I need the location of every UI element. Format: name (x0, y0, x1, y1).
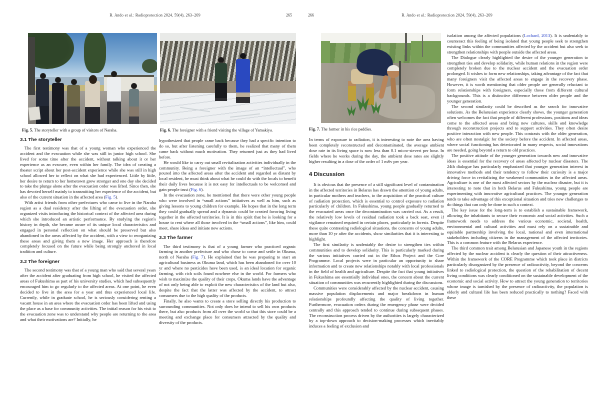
figure6-caption-text: The foreigner with a friend visiting the village of Yamakiya. (172, 128, 273, 133)
paragraph: Finally, he also wants to create a store selling directly his production to surrounding communities. Not only does he intend to sell his own products there, but also products from all over the world so that this store could be a meeting and exchange place for consumers attracted by the quality and diversity of the products. (159, 298, 296, 326)
paragraph (159, 160, 296, 193)
paragraph: The third common trait among Belarusian and Japanese youth in the regions affected by the nuclear accident is clearly the question of their attractiveness. Within the framework of the CORE Programme which took place in districts particularly disorganized by the presence of radioactivity, beyond the concerns linked to radiological protection, the question of the rehabilitation of decent living conditions was clearly conditioned on the sustainable development of the economic and social activity. How to attract the young generation to territories whose image is tarnished by the presence of radioactivity, the population is elderly and cultural life has been reduced practically to nothing? Faced with these (447, 245, 588, 300)
fig5-visitor-3 (67, 85, 80, 124)
paragraph: With artist friends from other prefectures who came to live in the Naraha region as a dual residency after the lifting of the evacuation order, she organized visits introducing the historical context of the affected area during which she introduced an artistic performance. By studying the region's history in depth, she became aware of its unique local characteristics and engaged in personal reflection on what should be preserved but also abandoned in the areas affected by the accident, with a view to reorganizing these areas and giving them a new image. Her approach is therefore completely focused on the future while being strongly anchored in local tradition and culture. (20, 200, 156, 255)
page-number: 265 (286, 13, 292, 18)
paragraph: In terms of exposure to radiation, it is interesting to note the area having been completely reconstructed and decontaminated, the average ambient dose rate in its living space is now less than 0.1 micro-sievert per hour. In fields where he works during the day, the ambient dose rates are slightly higher resulting in a dose of the order of 1 mSv per year. (309, 137, 444, 164)
citation-link-lochard-2013[interactable]: Lochard, 2013 (523, 33, 551, 38)
figure6-caption-label: Fig. 6. (160, 128, 172, 133)
paragraph-text: ). It is undeniably to counteract this feeling of being isolated that young people seek to strengthen existing links within the communities affected by the accident but also seek to strengthen relationships with people outside the affected areas. (447, 33, 588, 55)
paragraph-text: ). (201, 187, 204, 193)
page-265-header (18, 13, 292, 18)
figure7-caption (309, 127, 444, 132)
paragraph: It is obvious that the presence of a still significant level of contamination in the affected territories in Belarus has drawn the attention of young adults, in particular mothers and teachers, to the acquisition of the practical culture of radiation protection, which is essential to control exposure to radiation particularly of children. In Fukushima, young people gradually returned to the evacuated areas once the decontamination was carried out. As a result, the relatively low levels of residual radiation took a back seat, even if vigilance remained required in certain places, particularly in forests. Despite these quite contrasting radiological situations, the concerns of young adults, more than 10 yr after the accidents, show similarities that it is interesting to highlight. (309, 181, 444, 242)
paragraph: The second testimony was that of a young man who said that several years after the accident after graduating from high school, he visited the affected areas of Fukushima as part of his university studies, which had subsequently encouraged him to go regularly to the affected areas. At one point, he even decided to live in the area for a year and thus experienced local life. Currently, while in graduate school, he is seriously considering renting a vacant house in an area where the evacuation order has been lifted and using the place as a base for community activities. The initial reason for his visit to the evacuation zone was to understand why people are returning to the area and what their motivations are? Initially, he (20, 267, 156, 322)
fig6-river-band (160, 81, 296, 93)
figure6-caption (160, 128, 296, 133)
fig5-visitor-4 (85, 81, 100, 124)
figure7-reference-link[interactable]: Fig. 7 (192, 254, 204, 260)
paragraph: The positive attitude of the younger generation towards new and innovative ideas is essential for the recovery of areas affected by nuclear disasters. The 24th dialogue has particularly emphasized that younger generation interest in innovative methods and their tendency to follow their curiosity is a major driving force in revitalizing the weakened communities in the affected areas. Agriculture is one of the most affected sectors by the nuclear disaster, but it is interesting to note that in both Belarus and Fukushima, young people are experimenting with innovative agricultural practices. The younger generation tends to take advantage of this exceptional situation and tries new challenges to do things that can only be done in such a context. (447, 152, 588, 208)
page-266-column-2 (447, 33, 588, 300)
figure5-reference-link[interactable]: Fig. 5 (105, 194, 116, 200)
paragraph (447, 33, 588, 55)
page-number: 266 (308, 13, 314, 18)
paragraph-text: ). He explained that he was preparing to start an agricultural business as Okuma land, which has been abandoned for over 10 yr and where no pesticides have been used, is an ideal location for organic farming, with rich soils found nowhere else in the world. For farmers who wish to maximize the quality of their crops, Okuma lands have the advantage of not only being able to exploit the new characteristics of the land but also, despite the fact that the latter was affected by the accident, to attract consumers due to the high quality of the products. (159, 254, 296, 298)
running-head: R. Ando et al.: Radioprotection 2024, 59(4), 263–269 (401, 13, 493, 18)
paragraph: In the evacuation zone, he mentioned that there were other young people who were involved in “small actions” initiatives as well as him, such as giving lessons to young children for example. He hopes that in the long term they could gradually spread and a dynamic could be created favoring living together in the affected territories. It is in this spirit that he is looking for a house to rent where all those involved in the “small actions”, like him, could meet, share ideas and initiate new actions. (159, 192, 296, 231)
paragraph: The first similarity is undeniably the desire to strengthen ties within communities and to develop solidarity. This is particularly marked during the various initiatives carried out in the Ethos Project and the Core Programme. Local projects were in particular an opportunity to share information and to create new relationships notably with local professionals in the field of health and agriculture. Despite the fact that young initiatives in Fukushima are essentially individual ones, the concern about the current situation of communities was recurrently highlighted during the discussions. (309, 241, 444, 286)
paragraph-text: He would like to carry out small revitalization activities individually in the community. Being a foreigner with the image of an “intellectual”, who poured into the affected areas after the accident and regarded as distant by local resident, he must think about what he could do with the locals to benefit their daily lives because it is not easy for intellectuals to be welcomed and gain people trust ( (159, 159, 296, 193)
fig6-friend (215, 63, 227, 101)
figure5-photo (28, 33, 157, 124)
fig5-visitor-2 (52, 83, 64, 124)
figure5-caption-text: The storyteller with a group of visitors of Naraha. (34, 128, 118, 133)
page-266-header (308, 13, 586, 18)
section-heading-3-2: 3.2 The foreigner (20, 259, 60, 265)
fig6-snowy-forest (160, 41, 296, 81)
figure7-photo (321, 33, 441, 123)
paragraph-text: ). (115, 194, 119, 200)
paragraph: hypothesized that people came back because they had a specific intention to do so, but after listening carefully to them, he realized that many of them came back without much motivation. They returned just as they had lived before. (159, 138, 296, 160)
paragraph-text: The first testimony was that of a young woman who experienced the accident and the evacuation while she was still in junior high school. She lived for some time after the accident, without talking about it or her experience as an evacuee, even within her family. The idea of creating a theater script about her post-accident experience while she was still in high school allowed her to reflect on what she had experienced. Little by little, her desire to return to her hometown grew stronger and one day she decided to take the plunge alone after the evacuation order was lifted. Since then, she has devoted herself mainly to transmitting her experience of the accident, but also of the current situation in the affected area ( (20, 145, 156, 200)
figure7-caption-label: Fig. 7. (309, 127, 321, 132)
fig5-visitor-6 (129, 89, 139, 124)
paragraph: The key issue for the long-term is to establish a sustainable framework, allowing the inhabitants to secure their economic and social activities. Such a framework needs to address the various economic, societal, health, environmental and cultural activities and must rely on a sustainable and equitable partnership involving the local, national and even international stakeholders including citizens in the management of the affected territories. This is a common feature with the Belarus experience. (447, 207, 588, 246)
figure5-caption-label: Fig. 5. (22, 128, 34, 133)
fig7-stick (399, 61, 401, 103)
paragraph: The second similarity could be described as the search for innovative solutions. As the Belarusian experience clearly shows, the younger generation often welcomes the fact that people of different professions, positions and ideas come to the affected areas and bring new cultures, skills and knowledge through reconstruction projects and to support activities. They often desire positive interaction with new people. This contrasts with the older generation, who are often nostalgic for the society before the accident. In affected areas, where social functioning has deteriorated in many respects, social innovations are needed, going beyond a return to old practices. (447, 103, 588, 153)
fig5-visitor-5 (107, 77, 121, 124)
paragraph (20, 146, 156, 201)
running-head: R. Ando et al.: Radioprotection 2024, 59(4), 263–269 (109, 13, 201, 18)
fig5-paper-sign (28, 106, 40, 120)
fig5-tree-center (84, 33, 106, 73)
page-265-column-1 (20, 137, 156, 322)
section-heading-3-3: 3.3 The farmer (159, 235, 193, 241)
paragraph: The Dialogue clearly highlighted the desire of the younger generation to strengthen ties and develop solidarity, while human relations in the region were completely broken due to the nuclear accident and the evacuation order prolonged. It wishes to form new relationships, taking advantage of the fact that many foreigners visit the affected areas to engage in the recovery phase. However, it is worth mentioning that older people are generally reluctant to form relationships with foreigners, especially those from different cultural backgrounds. This is a distinctive difference between older people and the younger generation. (447, 54, 588, 104)
fig7-utility-pole (422, 35, 423, 57)
fig6-snow-foreground (160, 93, 296, 124)
paragraph: Communities were considerably affected by the nuclear accident, causing massive population displacements and major breakdown in human relationships profoundly affecting the quality of living together. Furthermore, evacuation orders during the emergency phase were decided centrally and this approach tended to continue during subsequent phases. The reconstruction process driven by the authorities is largely characterized by a top-down approach to decision-making processes which inevitably induces a feeling of exclusion and (309, 285, 444, 329)
fig5-tree-right (142, 59, 157, 73)
page-266-column-1 (309, 137, 444, 329)
fig7-farmer-leg (348, 81, 356, 101)
figure7-caption-text: The farmer in his rice paddies. (321, 127, 373, 132)
fig7-utility-pole (405, 33, 407, 61)
section-heading-3-1: 3.1 The storyteller (20, 137, 62, 143)
figure5-caption (22, 128, 156, 133)
paragraph-text: The third testimony is that of a young farmer who practiced organic farming in another prefecture and who chose to come and settle in Okuma, north of Naraha ( (159, 243, 296, 260)
fig5-gate-pillar (28, 37, 35, 95)
paragraph-text: isolation among the affected populations ( (447, 33, 524, 38)
page-265-column-2 (159, 138, 296, 326)
figure6-reference-link[interactable]: Fig. 6 (190, 187, 202, 193)
fig6-foreigner (236, 59, 250, 103)
paragraph (159, 244, 296, 299)
figure6-photo (160, 33, 296, 124)
section-heading-4: 4 Discussion (309, 171, 345, 178)
